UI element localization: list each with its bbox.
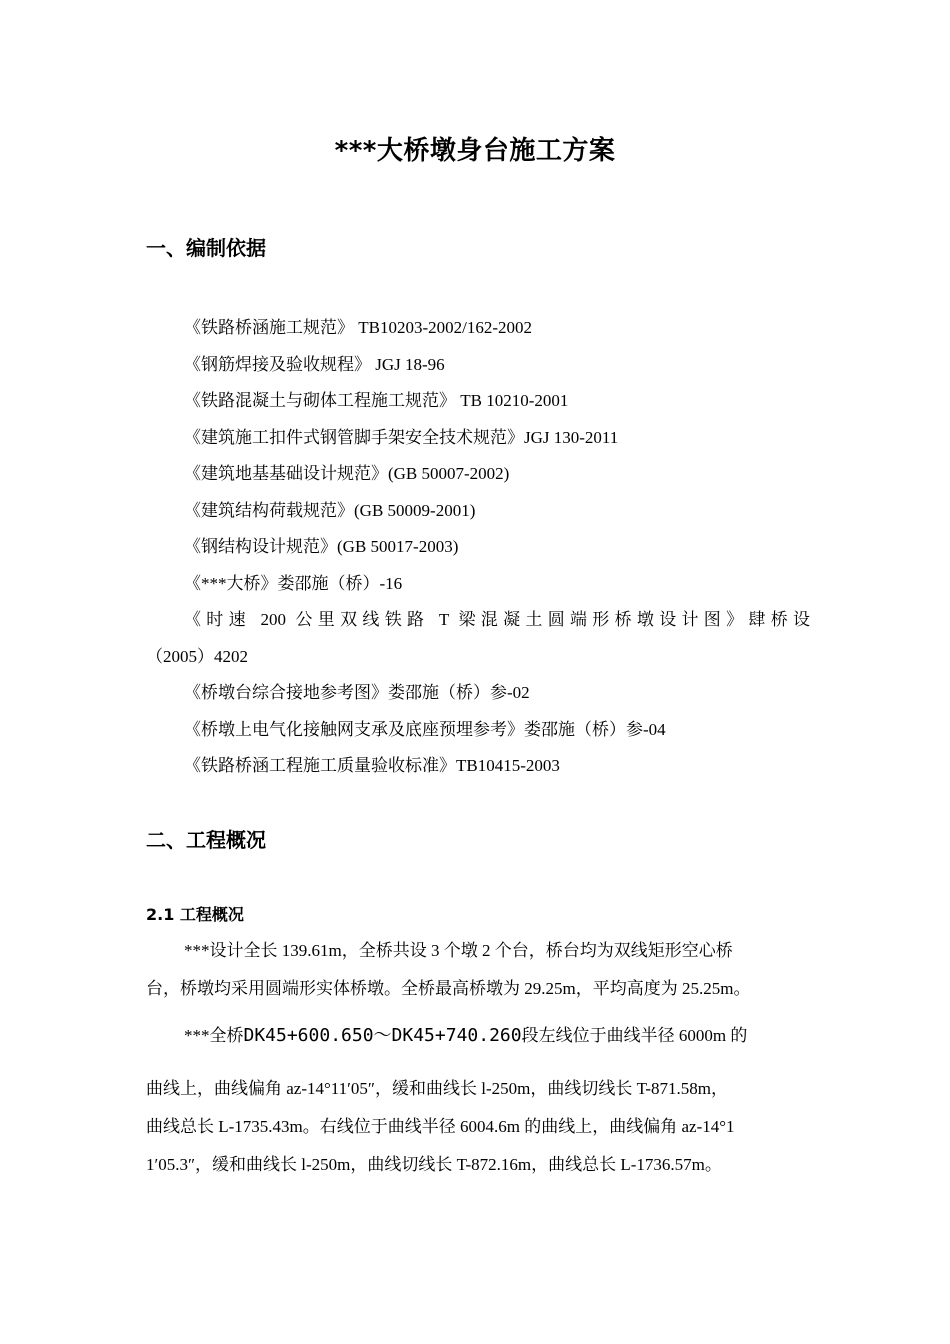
reference-item: 《铁路混凝土与砌体工程施工规范》 TB 10210-2001 (184, 391, 569, 410)
reference-item: 《***大桥》娄邵施（桥）-16 (184, 573, 403, 593)
reference-item: 《钢结构设计规范》(GB 50017-2003) (184, 537, 459, 556)
paragraph-line: 曲线上，曲线偏角 az-14°11′05″，缓和曲线长 l-250m，曲线切线长 T-871.58m， (146, 1079, 729, 1098)
paragraph-line: 台，桥墩均采用圆端形实体桥墩。全桥最高桥墩为 29.25m，平均高度为 25.25m。 (146, 979, 751, 998)
reference-long-line1: 《时速 200 公里双线铁路 T 梁混凝土圆端形桥墩设计图》肆桥设 (184, 610, 810, 629)
paragraph-text: ***全桥 (184, 1026, 244, 1045)
paragraph-line: 曲线总长 L-1735.43m。右线位于曲线半径 6004.6m 的曲线上，曲线偏角 az-14°1 (146, 1117, 735, 1136)
overview-paragraph-2 (146, 1020, 810, 1184)
paragraph-line: ***设计全长 139.61m，全桥共设 3 个墩 2 个台，桥台均为双线矩形空心桥 (184, 941, 733, 960)
reference-item: 《桥墩台综合接地参考图》娄邵施（桥）参-02 (184, 683, 530, 702)
section-heading-overview: 二、工程概况 (146, 828, 266, 852)
overview-paragraph-1 (146, 932, 810, 1008)
document-title: ***大桥墩身台施工方案 (334, 136, 616, 166)
reference-item: 《建筑结构荷载规范》(GB 50009-2001) (184, 500, 476, 520)
reference-long-line2: （2005）4202 (146, 646, 248, 666)
section-heading-basis: 一、编制依据 (146, 236, 266, 260)
reference-item: 《建筑施工扣件式钢管脚手架安全技术规范》JGJ 130-2011 (184, 427, 619, 447)
mileage-range: DK45+600.650～DK45+740.260 (243, 1025, 522, 1046)
reference-item: 《钢筋焊接及验收规程》 JGJ 18-96 (184, 354, 445, 374)
reference-item: 《铁路桥涵工程施工质量验收标准》TB10415-2003 (184, 756, 560, 775)
subsection-heading: 2.1 工程概况 (146, 905, 244, 924)
reference-list (146, 310, 810, 785)
paragraph-line (146, 1020, 810, 1052)
reference-item: 《桥墩上电气化接触网支承及底座预埋参考》娄邵施（桥）参-04 (184, 719, 666, 739)
paragraph-line: 1′05.3″，缓和曲线长 l-250m，曲线切线长 T-872.16m，曲线总长 L-1736.57m。 (146, 1155, 722, 1174)
reference-item-long (146, 602, 810, 675)
reference-item: 《建筑地基基础设计规范》(GB 50007-2002) (184, 464, 510, 483)
reference-item: 《铁路桥涵施工规范》 TB10203-2002/162-2002 (184, 318, 533, 337)
paragraph-text: 段左线位于曲线半径 6000m 的 (521, 1026, 748, 1045)
